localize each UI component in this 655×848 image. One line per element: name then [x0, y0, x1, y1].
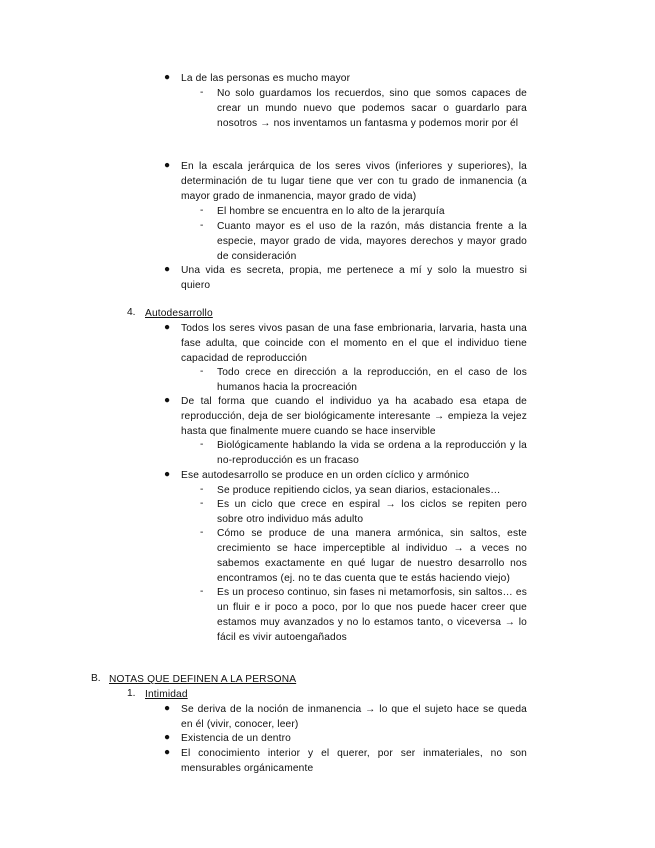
bullet-marker: ●	[164, 703, 171, 714]
bullet-item: El conocimiento interior y el querer, por ser inmateriales, no son mensurables orgánicamente	[181, 748, 527, 774]
sub-item: Biológicamente hablando la vida se ordena a la reproducción y la no-reproducción es un fracaso	[217, 440, 527, 466]
bullet-marker: ●	[164, 469, 171, 480]
sub-item: Todo crece en dirección a la reproducción, en el caso de los humanos hacia la procreación	[217, 367, 527, 393]
bullet-item: Existencia de un dentro	[181, 733, 291, 744]
bullet-marker: ●	[164, 732, 171, 743]
sub-item: Es un ciclo que crece en espiral → los ciclos se repiten pero sobre otro individuo más adulto	[217, 499, 527, 525]
dash-marker: -	[200, 484, 204, 495]
section-number: 1.	[127, 688, 136, 699]
dash-marker: -	[200, 586, 204, 597]
bullet-marker: ●	[164, 747, 171, 758]
sub-item: No solo guardamos los recuerdos, sino que somos capaces de crear un mundo nuevo que podemos sacar o guardarlo para nosotros → nos inventamos un fantasma y podemos morir por él	[217, 88, 527, 129]
bullet-marker: ●	[164, 264, 171, 275]
dash-marker: -	[200, 87, 204, 98]
sub-item: Es un proceso continuo, sin fases ni metamorfosis, sin saltos… es un fluir e ir poco a poco, por lo que nos puede hacer creer que estamos muy avanzados y no lo estamos tanto, o viceversa → lo fácil es vivir autoengañados	[217, 587, 527, 643]
dash-marker: -	[200, 366, 204, 377]
sub-item: Cómo se produce de una manera armónica, sin saltos, este crecimiento se hace imperceptible al individuo → a veces no sabemos exactamente en qué lugar de nuestro desarrollo nos encontramos (ej. no te das cuenta que te estás haciendo viejo)	[217, 528, 527, 584]
dash-marker: -	[200, 527, 204, 538]
sub-item: Se produce repitiendo ciclos, ya sean diarios, estacionales…	[217, 485, 501, 496]
bullet-item: En la escala jerárquica de los seres vivos (inferiores y superiores), la determinación de tu lugar tiene que ver con tu grado de inmanencia (a mayor grado de inmanencia, mayor grado de vida)	[181, 161, 527, 202]
dash-marker: -	[200, 220, 204, 231]
sub-item: Cuanto mayor es el uso de la razón, más distancia frente a la especie, mayor grado de vida, mayores derechos y mayor grado de consideración	[217, 221, 527, 262]
section-number: 4.	[127, 307, 136, 318]
section-heading: NOTAS QUE DEFINEN A LA PERSONA	[109, 674, 297, 685]
section-heading: Intimidad	[145, 689, 188, 700]
bullet-item: Todos los seres vivos pasan de una fase embrionaria, larvaria, hasta una fase adulta, que coincide con el momento en el que el individuo tiene capacidad de reproducción	[181, 323, 527, 364]
bullet-item: Se deriva de la noción de inmanencia → lo que el sujeto hace se queda en él (vivir, conocer, leer)	[181, 704, 527, 730]
bullet-marker: ●	[164, 395, 171, 406]
dash-marker: -	[200, 498, 204, 509]
bullet-marker: ●	[164, 322, 171, 333]
bullet-marker: ●	[164, 160, 171, 171]
sub-item: El hombre se encuentra en lo alto de la jerarquía	[217, 206, 445, 217]
bullet-item: Una vida es secreta, propia, me pertenece a mí y solo la muestro si quiero	[181, 265, 527, 291]
bullet-item: Ese autodesarrollo se produce en un orden cíclico y armónico	[181, 470, 470, 481]
bullet-item: De tal forma que cuando el individuo ya ha acabado esa etapa de reproducción, deja de ser biológicamente interesante → empieza la vejez hasta que finalmente muere cuando se hace inservible	[181, 396, 527, 437]
bullet-marker: ●	[164, 72, 171, 83]
bullet-item: La de las personas es mucho mayor	[181, 73, 351, 84]
dash-marker: -	[200, 205, 204, 216]
dash-marker: -	[200, 439, 204, 450]
section-letter: B.	[91, 673, 101, 684]
section-heading: Autodesarrollo	[145, 308, 213, 319]
